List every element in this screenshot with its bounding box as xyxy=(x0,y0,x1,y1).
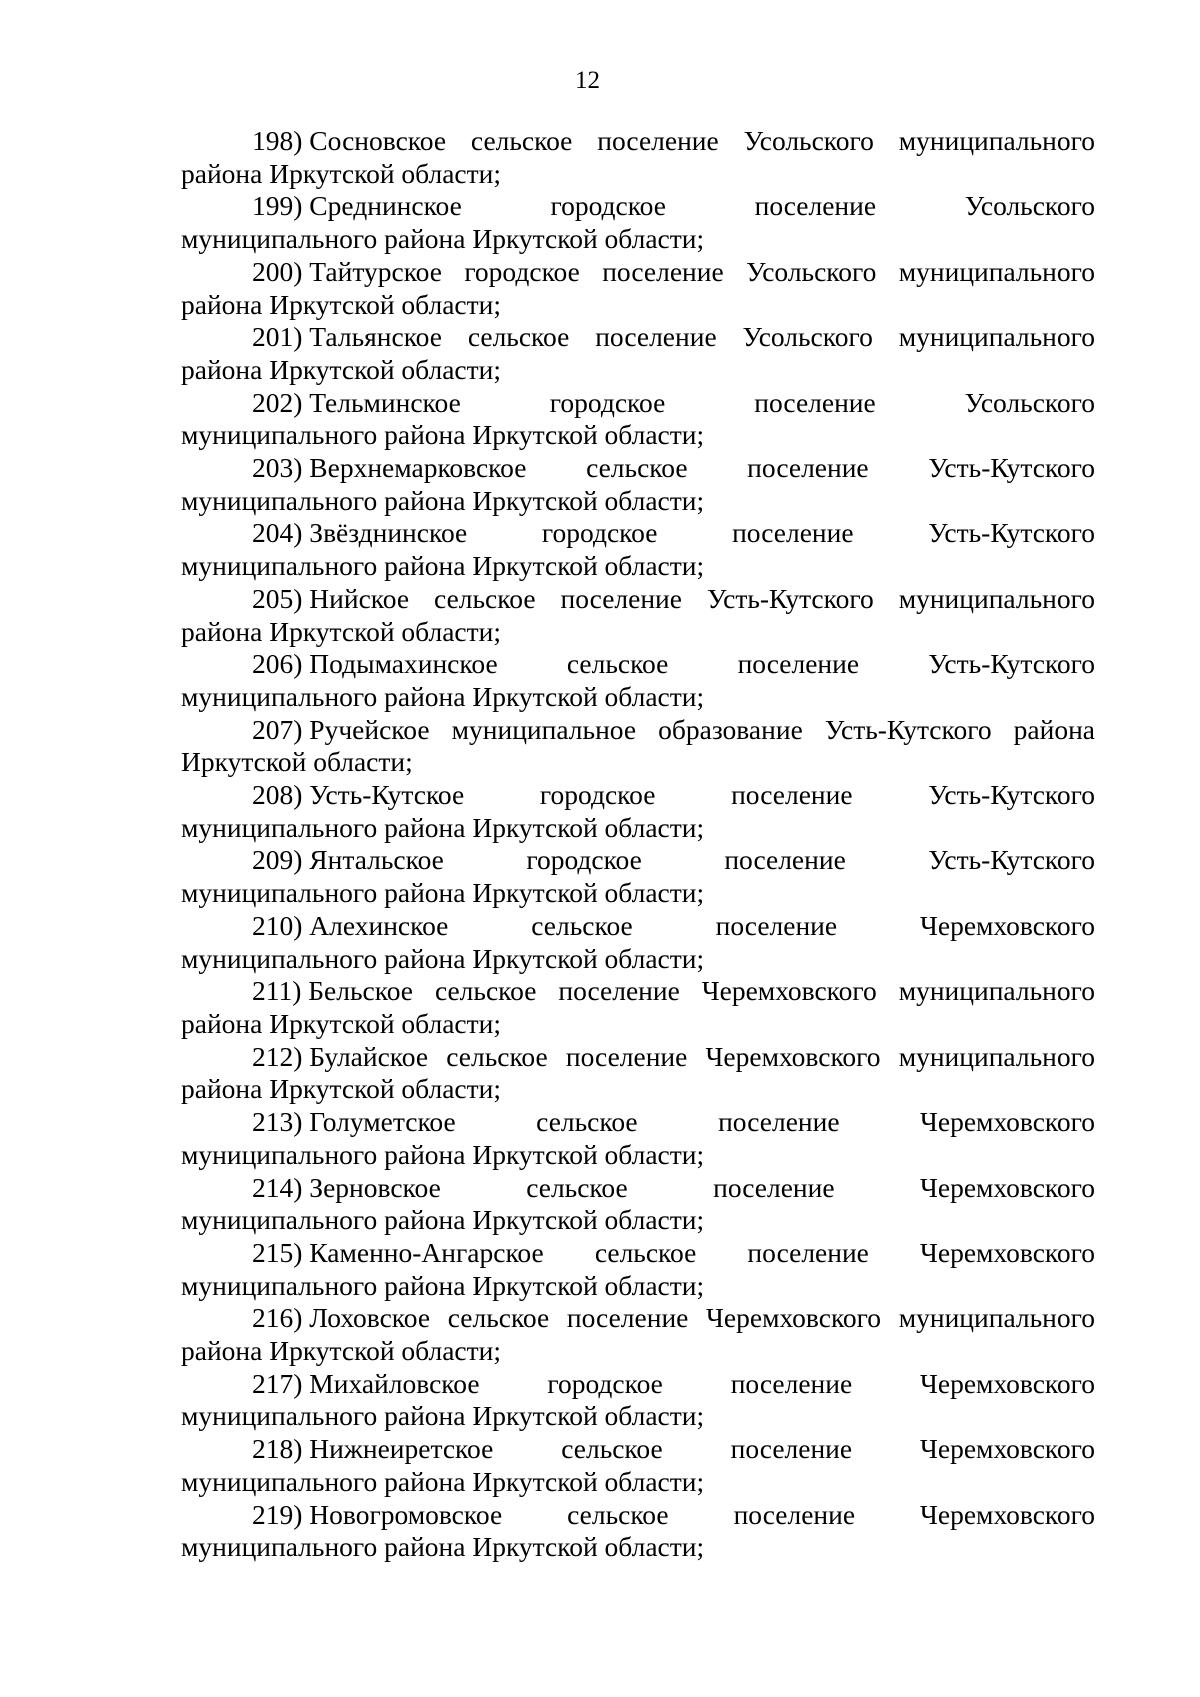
list-item-word: сельское xyxy=(561,1433,663,1465)
list-item-first-line xyxy=(181,256,1095,289)
list-item-word: муниципального xyxy=(898,321,1095,353)
list-item-word: Верхнемарковское xyxy=(309,452,527,484)
list-item-lead xyxy=(252,1041,428,1074)
list-item-continuation: района Иркутской области; xyxy=(181,353,501,385)
list-item xyxy=(181,517,1095,582)
list-item-first-line xyxy=(181,517,1095,550)
list-item-word: городское xyxy=(547,1367,663,1399)
list-item-word: поселение xyxy=(747,1236,869,1268)
list-item-word: поселение xyxy=(754,190,877,222)
list-item-word: Усольского xyxy=(742,321,873,353)
list-item-word: поселение xyxy=(733,1498,856,1530)
list-item-number: 212) xyxy=(252,1040,303,1072)
list-item-continuation: муниципального района Иркутской области; xyxy=(181,484,705,516)
list-item-word: Черемховского xyxy=(706,1302,882,1334)
list-item-word: Черемховского xyxy=(920,1106,1095,1138)
list-item-word: Тальянское xyxy=(309,321,442,353)
settlement-list xyxy=(181,125,1095,1564)
list-item-word: Усть-Кутского xyxy=(706,582,874,614)
list-item-word: муниципальное xyxy=(451,713,637,745)
list-item-number: 202) xyxy=(252,386,303,418)
list-item-first-line xyxy=(181,1237,1095,1270)
list-item-word: поселение xyxy=(754,386,876,418)
list-item-number: 219) xyxy=(252,1498,303,1530)
list-item-word: Черемховского xyxy=(705,1040,881,1072)
list-item-number: 208) xyxy=(252,779,303,811)
list-item-word: Подымахинское xyxy=(309,648,498,680)
list-item-word: поселение xyxy=(715,909,838,941)
list-item-number: 213) xyxy=(252,1106,303,1138)
list-item-word: муниципального xyxy=(898,125,1095,156)
list-item-lead xyxy=(252,910,448,943)
list-item xyxy=(181,1499,1095,1564)
list-item-lead xyxy=(252,779,464,812)
list-item xyxy=(181,975,1095,1040)
list-item-word: поселение xyxy=(565,1040,688,1072)
list-item-word: Ручейское xyxy=(309,713,430,745)
list-item-continuation: муниципального района Иркутской области; xyxy=(181,1138,705,1170)
list-item-number: 209) xyxy=(252,844,303,876)
list-item-word: поселение xyxy=(566,1302,689,1334)
list-item-number: 198) xyxy=(252,125,303,156)
list-item-word: Новогромовское xyxy=(309,1498,503,1530)
list-item-word: Нийское xyxy=(309,582,410,614)
list-item-word: сельское xyxy=(526,1171,628,1203)
list-item-first-line xyxy=(181,1106,1095,1139)
list-item-word: сельское xyxy=(467,321,570,353)
list-item-lead xyxy=(252,321,442,354)
list-item-first-line xyxy=(181,975,1095,1008)
list-item-number: 206) xyxy=(252,648,303,680)
list-item-word: Усть-Кутского xyxy=(928,844,1095,876)
list-item-word: Усть-Кутского xyxy=(928,648,1095,680)
list-item-continuation: муниципального района Иркутской области; xyxy=(181,419,705,451)
list-item-word: Усть-Кутского xyxy=(928,517,1095,549)
list-item-continuation: муниципального района Иркутской области; xyxy=(181,1269,705,1301)
list-item-lead xyxy=(252,714,430,747)
list-item xyxy=(181,256,1095,321)
list-item-word: сельское xyxy=(470,125,573,156)
list-item-first-line xyxy=(181,125,1095,158)
list-item-continuation: муниципального района Иркутской области; xyxy=(181,1400,705,1432)
list-item-word: поселение xyxy=(602,255,724,287)
list-item-word: сельское xyxy=(434,975,537,1007)
list-item-word: Янтальское xyxy=(309,844,444,876)
list-item-first-line xyxy=(181,648,1095,681)
list-item-continuation: муниципального района Иркутской области; xyxy=(181,1204,705,1236)
list-item-lead xyxy=(252,517,467,550)
list-item xyxy=(181,779,1095,844)
list-item-first-line xyxy=(181,714,1095,747)
list-item-word: Зерновское xyxy=(309,1171,441,1203)
list-item-lead xyxy=(252,452,526,485)
list-item-word: сельское xyxy=(446,1040,548,1072)
list-item-first-line xyxy=(181,910,1095,943)
list-item xyxy=(181,387,1095,452)
list-item-word: сельское xyxy=(594,1236,697,1268)
list-item-word: Черемховского xyxy=(920,909,1095,941)
list-item xyxy=(181,1433,1095,1498)
list-item-word: Звёзднинское xyxy=(309,517,468,549)
list-item-word: образование xyxy=(658,713,803,745)
list-item xyxy=(181,714,1095,779)
list-item-word: поселение xyxy=(560,582,682,614)
list-item-word: городское xyxy=(464,255,580,287)
list-item-lead xyxy=(252,190,462,223)
list-item-first-line xyxy=(181,779,1095,812)
list-item-lead xyxy=(252,583,409,616)
list-item-word: сельское xyxy=(566,648,669,680)
list-item-word: сельское xyxy=(531,909,633,941)
list-item-word: Тельминское xyxy=(309,386,461,418)
list-item-continuation: района Иркутской области; xyxy=(181,1073,501,1105)
list-item-word: поселение xyxy=(558,975,680,1007)
list-item-number: 215) xyxy=(252,1236,303,1268)
list-item-word: муниципального xyxy=(898,1040,1095,1072)
list-item-number: 216) xyxy=(252,1302,303,1334)
list-item-number: 199) xyxy=(252,190,303,222)
list-item-word: Среднинское xyxy=(309,190,462,222)
list-item-continuation: муниципального района Иркутской области; xyxy=(181,1531,705,1563)
list-item-lead xyxy=(252,975,413,1008)
list-item-lead xyxy=(252,1237,544,1270)
list-item-first-line xyxy=(181,844,1095,877)
list-item-word: Алехинское xyxy=(309,909,449,941)
list-item-continuation: района Иркутской области; xyxy=(181,157,501,189)
list-item xyxy=(181,321,1095,386)
list-item xyxy=(181,452,1095,517)
list-item-word: Усольского xyxy=(746,255,877,287)
list-item-first-line xyxy=(181,1499,1095,1532)
list-item-first-line xyxy=(181,452,1095,485)
list-item-word: городское xyxy=(549,386,666,418)
list-item-first-line xyxy=(181,1302,1095,1335)
list-item-lead xyxy=(252,125,446,158)
list-item-word: Тайтурское xyxy=(309,255,442,287)
list-item-lead xyxy=(252,1499,502,1532)
list-item-continuation: муниципального района Иркутской области; xyxy=(181,550,705,582)
list-item-word: поселение xyxy=(730,1367,853,1399)
list-item-lead xyxy=(252,1106,456,1139)
list-item xyxy=(181,125,1095,190)
list-item-first-line xyxy=(181,1433,1095,1466)
page-number: 12 xyxy=(575,67,600,94)
list-item-first-line xyxy=(181,321,1095,354)
list-item-word: Черемховского xyxy=(920,1171,1095,1203)
list-item-word: Усольского xyxy=(964,386,1095,418)
list-item-word: сельское xyxy=(586,452,688,484)
list-item-word: Бельское xyxy=(308,975,413,1007)
list-item-first-line xyxy=(181,190,1095,223)
list-item-lead xyxy=(252,256,442,289)
list-item-lead xyxy=(252,844,444,877)
list-item-first-line xyxy=(181,1041,1095,1074)
list-item-word: Нижнеиретское xyxy=(309,1433,494,1465)
list-item-first-line xyxy=(181,1172,1095,1205)
list-item-word: поселение xyxy=(595,321,717,353)
list-item-word: поселение xyxy=(731,779,853,811)
list-item xyxy=(181,648,1095,713)
list-item-word: муниципального xyxy=(898,255,1095,287)
list-item-continuation: района Иркутской области; xyxy=(181,615,501,647)
list-item xyxy=(181,910,1095,975)
list-item-word: Усольского xyxy=(964,190,1095,222)
list-item-continuation: муниципального района Иркутской области; xyxy=(181,811,705,843)
list-item-continuation: муниципального района Иркутской области; xyxy=(181,680,705,712)
list-item-word: Черемховского xyxy=(920,1433,1095,1465)
list-item-word: Усть-Кутского xyxy=(824,713,992,745)
list-item-word: Черемховского xyxy=(920,1367,1095,1399)
list-item-word: городское xyxy=(550,190,666,222)
list-item-word: Черемховского xyxy=(701,975,877,1007)
list-item-number: 218) xyxy=(252,1433,303,1465)
list-item-word: поселение xyxy=(724,844,846,876)
list-item-word: сельское xyxy=(567,1498,669,1530)
list-item xyxy=(181,1041,1095,1106)
list-item-number: 211) xyxy=(252,975,302,1007)
list-item-word: муниципального xyxy=(898,582,1095,614)
list-item-word: городское xyxy=(539,779,656,811)
list-item-lead xyxy=(252,1302,430,1335)
list-item xyxy=(181,844,1095,909)
list-item-word: поселение xyxy=(747,452,869,484)
list-item-number: 207) xyxy=(252,713,303,745)
list-item-word: Черемховского xyxy=(920,1498,1095,1530)
list-item-number: 214) xyxy=(252,1171,303,1203)
list-item-word: поселение xyxy=(597,125,719,156)
list-item-word: Голуметское xyxy=(309,1106,456,1138)
list-item xyxy=(181,190,1095,255)
list-item xyxy=(181,1302,1095,1367)
list-item-word: Булайское xyxy=(309,1040,429,1072)
list-item-lead xyxy=(252,1172,441,1205)
list-item-word: городское xyxy=(541,517,658,549)
list-item-word: поселение xyxy=(730,1433,853,1465)
list-item-continuation: муниципального района Иркутской области; xyxy=(181,877,705,909)
list-item-continuation: района Иркутской области; xyxy=(181,1335,501,1367)
list-item-word: городское xyxy=(526,844,642,876)
list-item-number: 205) xyxy=(252,582,303,614)
list-item-lead xyxy=(252,387,461,420)
list-item xyxy=(181,1106,1095,1171)
list-item xyxy=(181,1237,1095,1302)
list-item-word: поселение xyxy=(718,1106,840,1138)
list-item-word: муниципального xyxy=(898,1302,1095,1334)
list-item-word: Каменно-Ангарское xyxy=(309,1236,544,1268)
list-item-word: Лоховское xyxy=(309,1302,431,1334)
list-item-word: Усть-Кутского xyxy=(928,779,1095,811)
list-item-first-line xyxy=(181,387,1095,420)
list-item-word: поселение xyxy=(732,517,854,549)
list-item-word: Черемховского xyxy=(920,1236,1095,1268)
list-item-lead xyxy=(252,648,498,681)
list-item-word: сельское xyxy=(447,1302,550,1334)
list-item-word: поселение xyxy=(737,648,860,680)
list-item-lead xyxy=(252,1368,480,1401)
list-item-lead xyxy=(252,1433,493,1466)
list-item xyxy=(181,1172,1095,1237)
list-item-continuation: Иркутской области; xyxy=(181,746,413,778)
list-item-continuation: муниципального района Иркутской области; xyxy=(181,1465,705,1497)
list-item-word: Усольского xyxy=(743,125,874,156)
list-item-continuation: района Иркутской области; xyxy=(181,288,501,320)
list-item-word: сельское xyxy=(434,582,536,614)
list-item-number: 201) xyxy=(252,321,303,353)
list-item-word: Михайловское xyxy=(309,1367,480,1399)
list-item xyxy=(181,1368,1095,1433)
list-item-first-line xyxy=(181,1368,1095,1401)
list-item-word: района xyxy=(1013,713,1095,745)
list-item-number: 210) xyxy=(252,909,303,941)
list-item-continuation: муниципального района Иркутской области; xyxy=(181,942,705,974)
list-item-word: Усть-Кутского xyxy=(928,452,1095,484)
list-item-first-line xyxy=(181,583,1095,616)
list-item-word: муниципального xyxy=(898,975,1095,1007)
list-item-word: сельское xyxy=(536,1106,638,1138)
list-item-number: 203) xyxy=(252,452,303,484)
list-item-continuation: района Иркутской области; xyxy=(181,1007,501,1039)
list-item-word: Сосновское xyxy=(309,125,447,156)
list-item-word: поселение xyxy=(713,1171,835,1203)
list-item-number: 217) xyxy=(252,1367,303,1399)
list-item-word: Усть-Кутское xyxy=(309,779,465,811)
list-item-number: 200) xyxy=(252,255,303,287)
list-item xyxy=(181,583,1095,648)
list-item-number: 204) xyxy=(252,517,303,549)
list-item-continuation: муниципального района Иркутской области; xyxy=(181,223,705,255)
